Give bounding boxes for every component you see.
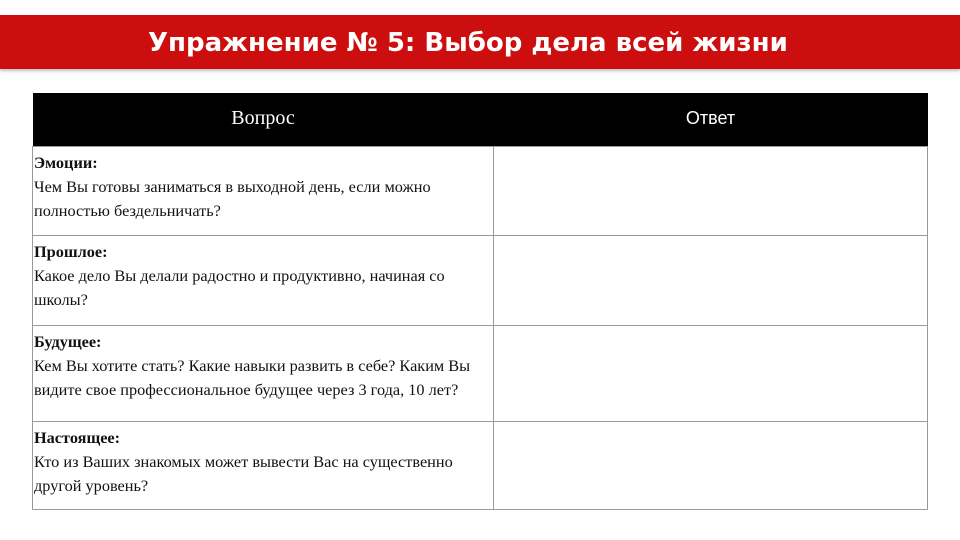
slide-title: Упражнение № 5: Выбор дела всей жизни (148, 28, 788, 58)
table-row (33, 326, 928, 422)
question-cell (33, 326, 494, 422)
question-heading: Прошлое: (34, 242, 108, 261)
question-cell (33, 236, 494, 326)
answer-column-header: Ответ (494, 93, 928, 147)
question-column-header: Вопрос (33, 93, 494, 147)
question-text: Чем Вы готовы заниматься в выходной день, если можно полностью бездельничать? (34, 177, 431, 220)
answer-cell[interactable] (494, 147, 928, 236)
table-header-row (33, 93, 928, 147)
answer-cell[interactable] (494, 422, 928, 510)
question-answer-table (32, 93, 928, 510)
question-heading: Будущее: (34, 332, 102, 351)
answer-cell[interactable] (494, 326, 928, 422)
title-bar (0, 15, 960, 69)
question-cell (33, 147, 494, 236)
question-text: Какое дело Вы делали радостно и продуктивно, начиная со школы? (34, 266, 445, 309)
question-cell (33, 422, 494, 510)
answer-cell[interactable] (494, 236, 928, 326)
table-row (33, 422, 928, 510)
question-heading: Эмоции: (34, 153, 98, 172)
table-row (33, 236, 928, 326)
table-row (33, 147, 928, 236)
question-text: Кем Вы хотите стать? Какие навыки развить в себе? Каким Вы видите свое профессиональное будущее через 3 года, 10 лет? (34, 356, 471, 399)
question-heading: Настоящее: (34, 428, 121, 447)
question-text: Кто из Ваших знакомых может вывести Вас на существенно другой уровень? (34, 452, 453, 495)
